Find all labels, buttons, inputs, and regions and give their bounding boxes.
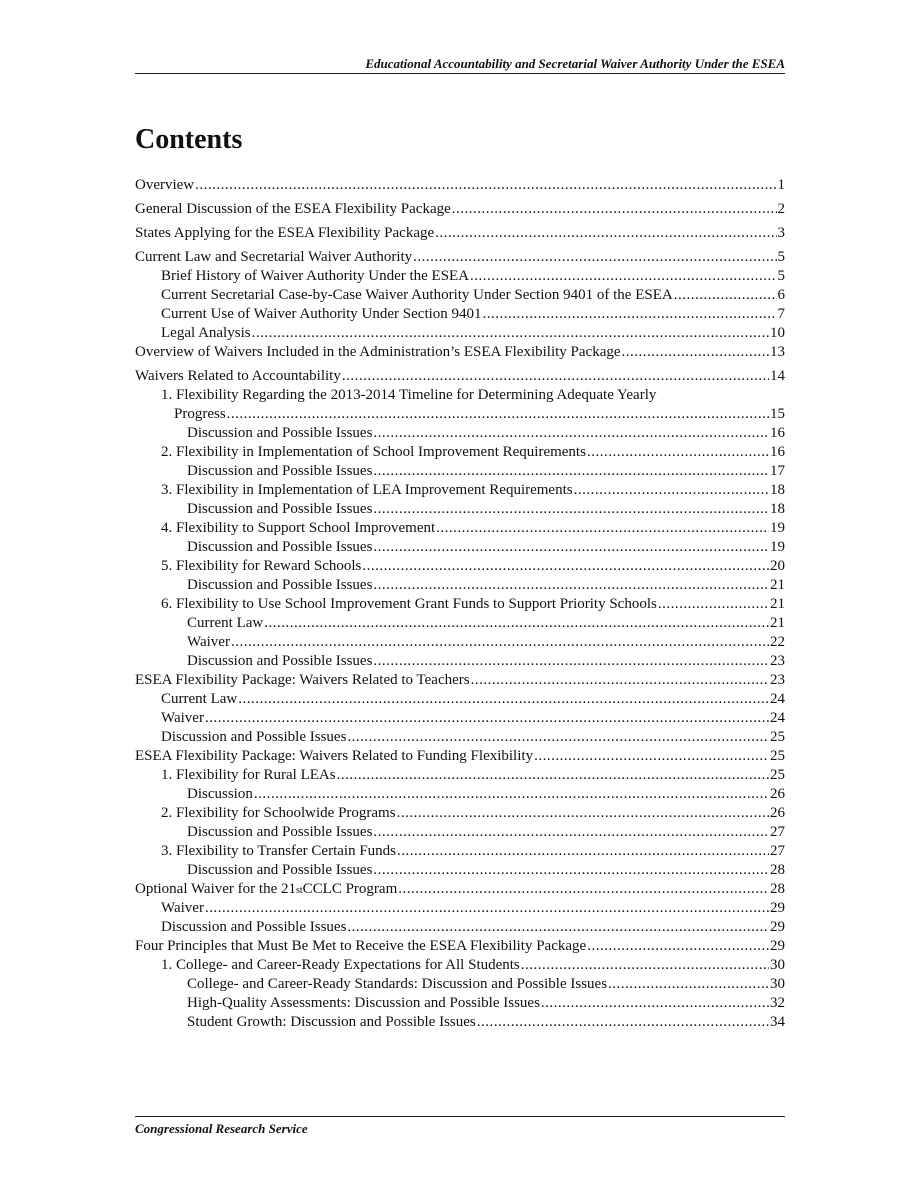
toc-entry-title: Discussion and Possible Issues bbox=[161, 919, 347, 935]
toc-page-number: 29 bbox=[770, 900, 785, 916]
toc-entry[interactable] bbox=[135, 538, 785, 557]
dot-leader bbox=[347, 728, 769, 747]
toc-entry[interactable] bbox=[135, 267, 785, 286]
dot-leader bbox=[373, 424, 769, 443]
toc-entry[interactable] bbox=[135, 519, 785, 538]
toc-entry-title: Current Law and Secretarial Waiver Authority bbox=[135, 249, 413, 265]
toc-page-number: 19 bbox=[770, 520, 785, 536]
dot-leader bbox=[373, 538, 769, 557]
toc-page-number: 16 bbox=[770, 425, 785, 441]
toc-page-number: 30 bbox=[770, 957, 785, 973]
toc-page-number: 25 bbox=[770, 767, 785, 783]
header-rule bbox=[135, 73, 785, 74]
dot-leader bbox=[254, 785, 769, 804]
toc-entry[interactable] bbox=[135, 671, 785, 690]
toc-entry[interactable] bbox=[135, 899, 785, 918]
toc-entry-title: 2. Flexibility for Schoolwide Programs bbox=[161, 805, 396, 821]
toc-entry-title: 1. Flexibility for Rural LEAs bbox=[161, 767, 336, 783]
dot-leader bbox=[362, 557, 769, 576]
page-title: Contents bbox=[135, 124, 243, 155]
toc-entry[interactable] bbox=[135, 595, 785, 614]
toc-page-number: 24 bbox=[770, 691, 785, 707]
toc-page-number: 5 bbox=[777, 268, 785, 284]
dot-leader bbox=[373, 823, 769, 842]
toc-entry-title: Four Principles that Must Be Met to Receive the ESEA Flexibility Package bbox=[135, 938, 587, 954]
toc-page-number: 25 bbox=[770, 748, 785, 764]
toc-entry[interactable] bbox=[135, 975, 785, 994]
toc-entry[interactable] bbox=[135, 747, 785, 766]
toc-entry-title: Overview bbox=[135, 177, 195, 193]
toc-entry-title: Waiver bbox=[187, 634, 230, 650]
toc-entry-title: States Applying for the ESEA Flexibility Package bbox=[135, 225, 435, 241]
toc-entry-title: Discussion and Possible Issues bbox=[187, 653, 373, 669]
toc-page-number: 7 bbox=[777, 306, 785, 322]
dot-leader bbox=[674, 286, 777, 305]
toc-entry-title: Discussion and Possible Issues bbox=[187, 862, 373, 878]
toc-entry-title: Waivers Related to Accountability bbox=[135, 368, 341, 384]
toc-entry[interactable] bbox=[135, 842, 785, 861]
toc-entry[interactable] bbox=[135, 405, 785, 424]
toc-entry[interactable] bbox=[135, 481, 785, 500]
toc-entry-title: ESEA Flexibility Package: Waivers Related to Teachers bbox=[135, 672, 470, 688]
toc-entry-title: Optional Waiver for the 21 bbox=[135, 881, 296, 897]
toc-entry[interactable] bbox=[135, 994, 785, 1013]
dot-leader bbox=[373, 500, 769, 519]
toc-page-number: 25 bbox=[770, 729, 785, 745]
dot-leader bbox=[587, 937, 769, 956]
toc-entry[interactable] bbox=[135, 804, 785, 823]
dot-leader bbox=[397, 842, 769, 861]
toc-entry-title: Discussion and Possible Issues bbox=[187, 577, 373, 593]
dot-leader bbox=[373, 652, 769, 671]
toc-entry-title: Current Use of Waiver Authority Under Section 9401 bbox=[161, 306, 482, 322]
dot-leader bbox=[413, 248, 776, 267]
dot-leader bbox=[252, 324, 769, 343]
toc-page-number: 27 bbox=[770, 843, 785, 859]
dot-leader bbox=[397, 804, 769, 823]
toc-entry-title: 1. College- and Career-Ready Expectations for All Students bbox=[161, 957, 520, 973]
toc-page-number: 27 bbox=[770, 824, 785, 840]
toc-entry-title: 3. Flexibility to Transfer Certain Funds bbox=[161, 843, 397, 859]
dot-leader bbox=[471, 671, 769, 690]
toc-entry-title: Overview of Waivers Included in the Administration’s ESEA Flexibility Package bbox=[135, 344, 621, 360]
toc-page-number: 18 bbox=[770, 501, 785, 517]
dot-leader bbox=[238, 690, 769, 709]
dot-leader bbox=[227, 405, 769, 424]
toc-entry-title: 3. Flexibility in Implementation of LEA Improvement Requirements bbox=[161, 482, 573, 498]
toc-entry[interactable] bbox=[135, 728, 785, 747]
toc-page-number: 19 bbox=[770, 539, 785, 555]
dot-leader bbox=[470, 267, 776, 286]
toc-page-number: 13 bbox=[770, 344, 785, 360]
toc-page-number: 18 bbox=[770, 482, 785, 498]
dot-leader bbox=[477, 1013, 769, 1032]
dot-leader bbox=[347, 918, 769, 937]
dot-leader bbox=[622, 343, 769, 362]
toc-entry-title: Waiver bbox=[161, 900, 204, 916]
dot-leader bbox=[483, 305, 777, 324]
toc-page-number: 21 bbox=[770, 615, 785, 631]
dot-leader bbox=[373, 861, 769, 880]
toc-page-number: 2 bbox=[777, 201, 785, 217]
dot-leader bbox=[231, 633, 769, 652]
toc-entry[interactable]: Optional Waiver for the 21 st CCLC Program ..... 28 bbox=[135, 880, 785, 899]
running-footer: Congressional Research Service bbox=[135, 1121, 308, 1136]
toc-entry-title: 6. Flexibility to Use School Improvement Grant Funds to Support Priority Schools bbox=[161, 596, 657, 612]
toc-page-number: 23 bbox=[770, 653, 785, 669]
toc-entry[interactable] bbox=[135, 286, 785, 305]
toc-entry[interactable] bbox=[135, 557, 785, 576]
toc-entry-title: Student Growth: Discussion and Possible Issues bbox=[187, 1014, 476, 1030]
dot-leader bbox=[541, 994, 769, 1013]
toc-entry-title: 5. Flexibility for Reward Schools bbox=[161, 558, 362, 574]
toc-entry-title-suffix: CCLC Program bbox=[302, 881, 398, 897]
toc-entry[interactable] bbox=[135, 709, 785, 728]
toc-entry-title: 1. Flexibility Regarding the 2013-2014 Timeline for Determining Adequate Yearly bbox=[161, 387, 657, 403]
dot-leader bbox=[452, 200, 777, 219]
toc-entry[interactable] bbox=[135, 576, 785, 595]
dot-leader bbox=[658, 595, 769, 614]
dot-leader bbox=[195, 176, 776, 195]
toc-entry[interactable] bbox=[135, 956, 785, 975]
running-header: Educational Accountability and Secretarial Waiver Authority Under the ESEA bbox=[365, 56, 785, 71]
toc-page-number: 23 bbox=[770, 672, 785, 688]
toc-page-number: 26 bbox=[770, 786, 785, 802]
toc-entry-title: Discussion and Possible Issues bbox=[187, 501, 373, 517]
toc-entry[interactable] bbox=[135, 633, 785, 652]
dot-leader bbox=[436, 519, 769, 538]
toc-page-number: 22 bbox=[770, 634, 785, 650]
toc-entry-title: Discussion and Possible Issues bbox=[187, 824, 373, 840]
toc-page-number: 10 bbox=[770, 325, 785, 341]
toc-page-number: 30 bbox=[770, 976, 785, 992]
toc-entry[interactable] bbox=[135, 305, 785, 324]
toc-entry-title: 2. Flexibility in Implementation of School Improvement Requirements bbox=[161, 444, 586, 460]
dot-leader bbox=[534, 747, 769, 766]
toc-entry[interactable] bbox=[135, 324, 785, 343]
toc-page-number: 15 bbox=[770, 406, 785, 422]
toc-entry-title: 4. Flexibility to Support School Improvement bbox=[161, 520, 436, 536]
toc-page-number: 24 bbox=[770, 710, 785, 726]
toc-entry-title: Current Secretarial Case-by-Case Waiver Authority Under Section 9401 of the ESEA bbox=[161, 287, 673, 303]
toc-entry[interactable] bbox=[135, 386, 785, 405]
dot-leader bbox=[587, 443, 769, 462]
table-of-contents bbox=[135, 176, 785, 1032]
toc-entry[interactable] bbox=[135, 614, 785, 633]
dot-leader bbox=[521, 956, 769, 975]
toc-entry[interactable] bbox=[135, 443, 785, 462]
toc-entry[interactable] bbox=[135, 424, 785, 443]
toc-entry-title: High-Quality Assessments: Discussion and Possible Issues bbox=[187, 995, 540, 1011]
toc-entry-title: Progress bbox=[174, 406, 226, 422]
toc-entry-title: Discussion and Possible Issues bbox=[187, 425, 373, 441]
toc-entry[interactable] bbox=[135, 462, 785, 481]
toc-page-number: 21 bbox=[770, 596, 785, 612]
toc-page-number: 34 bbox=[770, 1014, 785, 1030]
dot-leader bbox=[435, 224, 776, 243]
toc-entry-title: Brief History of Waiver Authority Under the ESEA bbox=[161, 268, 470, 284]
toc-entry[interactable] bbox=[135, 248, 785, 267]
dot-leader bbox=[342, 367, 769, 386]
toc-entry-title: ESEA Flexibility Package: Waivers Related to Funding Flexibility bbox=[135, 748, 534, 764]
toc-entry[interactable] bbox=[135, 367, 785, 386]
footer-rule bbox=[135, 1116, 785, 1117]
toc-entry[interactable] bbox=[135, 1013, 785, 1032]
toc-entry[interactable] bbox=[135, 200, 785, 219]
toc-entry[interactable] bbox=[135, 652, 785, 671]
toc-entry-title: Current Law bbox=[161, 691, 238, 707]
toc-entry-title: Waiver bbox=[161, 710, 204, 726]
toc-entry[interactable] bbox=[135, 823, 785, 842]
toc-entry[interactable] bbox=[135, 785, 785, 804]
toc-entry[interactable] bbox=[135, 918, 785, 937]
toc-entry-title: Discussion and Possible Issues bbox=[161, 729, 347, 745]
toc-entry[interactable] bbox=[135, 690, 785, 709]
toc-entry[interactable] bbox=[135, 500, 785, 519]
dot-leader bbox=[608, 975, 769, 994]
toc-page-number: 28 bbox=[770, 881, 785, 897]
toc-entry[interactable] bbox=[135, 861, 785, 880]
dot-leader bbox=[205, 899, 769, 918]
dot-leader bbox=[574, 481, 769, 500]
toc-page-number: 32 bbox=[770, 995, 785, 1011]
toc-entry-title: College- and Career-Ready Standards: Discussion and Possible Issues bbox=[187, 976, 608, 992]
toc-page-number: 3 bbox=[777, 225, 785, 241]
dot-leader bbox=[205, 709, 769, 728]
toc-page-number: 20 bbox=[770, 558, 785, 574]
toc-page-number: 29 bbox=[770, 919, 785, 935]
toc-page-number: 5 bbox=[777, 249, 785, 265]
toc-entry[interactable] bbox=[135, 937, 785, 956]
toc-page-number: 29 bbox=[770, 938, 785, 954]
toc-entry-title: General Discussion of the ESEA Flexibility Package bbox=[135, 201, 451, 217]
dot-leader bbox=[264, 614, 769, 633]
toc-entry-title: Discussion and Possible Issues bbox=[187, 463, 373, 479]
toc-entry[interactable] bbox=[135, 176, 785, 195]
dot-leader bbox=[373, 576, 769, 595]
toc-page-number: 28 bbox=[770, 862, 785, 878]
toc-page-number: 16 bbox=[770, 444, 785, 460]
toc-entry[interactable] bbox=[135, 343, 785, 362]
toc-entry-title: Legal Analysis bbox=[161, 325, 251, 341]
toc-page-number: 14 bbox=[770, 368, 785, 384]
toc-page-number: 17 bbox=[770, 463, 785, 479]
toc-entry-title: Discussion bbox=[187, 786, 253, 802]
dot-leader bbox=[373, 462, 769, 481]
dot-leader bbox=[398, 880, 769, 899]
toc-entry-title: Current Law bbox=[187, 615, 264, 631]
dot-leader bbox=[337, 766, 769, 785]
toc-entry-title: Discussion and Possible Issues bbox=[187, 539, 373, 555]
toc-page-number: 21 bbox=[770, 577, 785, 593]
toc-page-number: 1 bbox=[777, 177, 785, 193]
toc-entry[interactable] bbox=[135, 766, 785, 785]
toc-entry[interactable] bbox=[135, 224, 785, 243]
toc-page-number: 26 bbox=[770, 805, 785, 821]
toc-page-number: 6 bbox=[777, 287, 785, 303]
